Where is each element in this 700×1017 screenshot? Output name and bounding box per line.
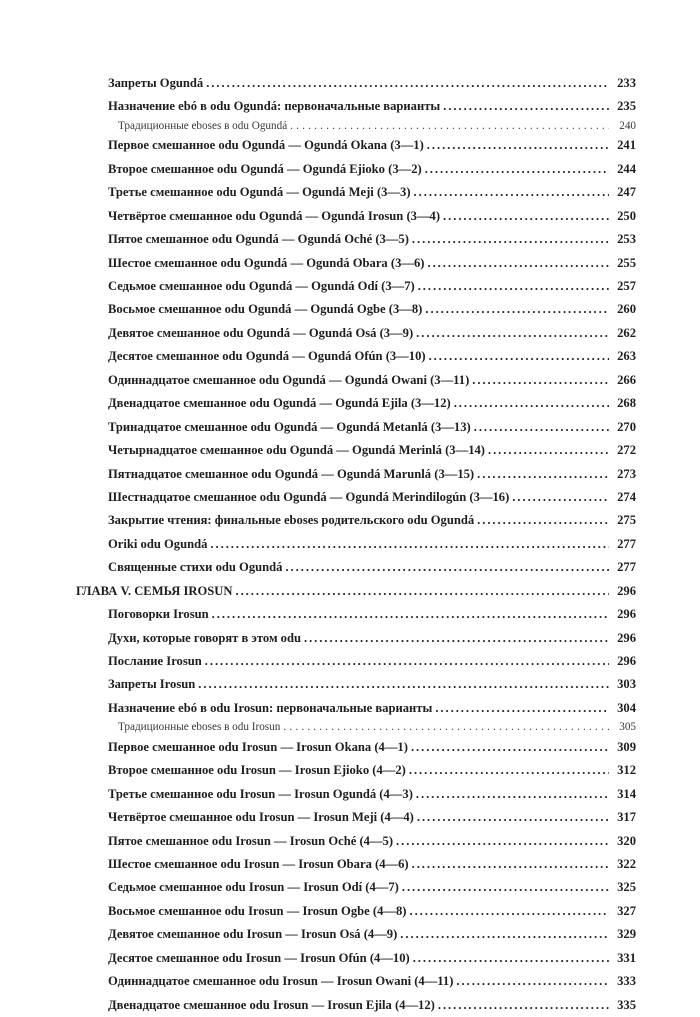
- toc-page-number: 240: [619, 119, 636, 132]
- toc-page-number: 275: [617, 513, 636, 528]
- toc-entry: [108, 970, 636, 993]
- toc-subentry: [118, 720, 636, 736]
- toc-page-number: 296: [617, 654, 636, 668]
- toc-entry-title: Четырнадцатое смешанное odu Ogundá — Ogundá Merinlá (3—14): [108, 443, 485, 458]
- toc-page-number: 327: [617, 903, 636, 918]
- toc-entry: [108, 72, 636, 95]
- toc-page-number: 268: [617, 396, 636, 411]
- toc-entry-title: Десятое смешанное odu Ogundá — Ogundá Ofún (3—10): [108, 349, 426, 364]
- toc-entry-title: Поговорки Irosun: [108, 607, 209, 622]
- toc-entry-title: Двенадцатое смешанное odu Ogundá — Ogundá Ejila (3—12): [108, 396, 451, 411]
- toc-entry: [108, 900, 636, 923]
- toc-entry-title: Назначение ebó в odu Ogundá: первоначальные варианты: [108, 99, 441, 114]
- dot-leader: [435, 697, 609, 720]
- toc-entry-title: Шестое смешанное odu Irosun — Irosun Obara (4—6): [108, 857, 409, 871]
- toc-entry-title: Двенадцатое смешанное odu Irosun — Irosun Ejila (4—12): [108, 997, 435, 1012]
- toc-entry-title: Одиннадцатое смешанное odu Ogundá — Ogundá Owani (3—11): [108, 372, 470, 387]
- toc-page-number: 325: [617, 880, 636, 895]
- toc-page-number: 272: [617, 443, 636, 458]
- dot-leader: [212, 603, 609, 626]
- toc-entry-title: Пятое смешанное odu Ogundá — Ogundá Oché (3—5): [108, 232, 409, 247]
- toc-page-number: 296: [617, 630, 636, 645]
- toc-entry-title: Третье смешанное odu Irosun — Irosun Ogundá (4—3): [108, 786, 413, 801]
- toc-entry: [108, 181, 636, 204]
- dot-leader: [400, 923, 609, 946]
- dot-leader: [443, 205, 609, 228]
- toc-entry-title: Традиционные eboses в odu Ogundá: [118, 119, 288, 132]
- dot-leader: [472, 369, 609, 392]
- toc-entry-title: Первое смешанное odu Ogundá — Ogundá Okana (3—1): [108, 138, 424, 153]
- toc-entry-title: Десятое смешанное odu Irosun — Irosun Ofún (4—10): [108, 950, 410, 965]
- toc-entry: [108, 205, 636, 228]
- dot-leader: [402, 876, 609, 899]
- dot-leader: [477, 509, 609, 532]
- toc-page-number: 274: [617, 489, 636, 504]
- toc-entry: [108, 95, 636, 118]
- toc-entry: [108, 158, 636, 181]
- toc-entry-title: Седьмое смешанное odu Irosun — Irosun Odí (4—7): [108, 880, 399, 895]
- toc-page-number: 277: [617, 560, 636, 575]
- toc-page-number: 322: [617, 857, 636, 871]
- toc-entry-title: Второе смешанное odu Irosun — Irosun Ejioko (4—2): [108, 763, 406, 778]
- dot-leader: [425, 158, 609, 181]
- dot-leader: [443, 95, 609, 118]
- toc-entry-title: Седьмое смешанное odu Ogundá — Ogundá Odí (3—7): [108, 279, 415, 293]
- toc-entry-title: Пятнадцатое смешанное odu Ogundá — Ogundá Marunlá (3—15): [108, 466, 475, 481]
- toc-entry-title: Первое смешанное odu Irosun — Irosun Okana (4—1): [108, 739, 408, 754]
- toc-entry: [108, 923, 636, 946]
- dot-leader: [418, 275, 609, 298]
- toc-entry: [108, 275, 636, 298]
- toc-chapter-entry: [76, 580, 636, 603]
- toc-entry: [108, 416, 636, 439]
- toc-entry-title: Запреты Ogundá: [108, 76, 204, 90]
- dot-leader: [206, 72, 609, 95]
- dot-leader: [235, 580, 609, 603]
- toc-page-number: 309: [617, 739, 636, 754]
- toc-page-number: 304: [617, 700, 636, 715]
- toc-entry-title: Восьмое смешанное odu Ogundá — Ogundá Ogbe (3—8): [108, 302, 423, 317]
- toc-entry-title: Тринадцатое смешанное odu Ogundá — Ogundá Metanlá (3—13): [108, 419, 471, 434]
- toc-entry: [108, 345, 636, 368]
- dot-leader: [412, 228, 609, 251]
- toc-entry: [108, 533, 636, 556]
- toc-page-number: 233: [617, 76, 636, 90]
- toc-entry: [108, 783, 636, 806]
- toc-entry: [108, 806, 636, 829]
- toc-entry: [108, 392, 636, 415]
- toc-entry-title: Послание Irosun: [108, 654, 202, 668]
- toc-entry: [108, 994, 636, 1017]
- toc-page-number: 333: [617, 974, 636, 989]
- toc-page-number: 331: [617, 950, 636, 965]
- dot-leader: [512, 486, 609, 509]
- dot-leader: [488, 439, 609, 462]
- toc-entry-title: Пятое смешанное odu Irosun — Irosun Oché (4—5): [108, 833, 394, 848]
- toc-entry-title: Назначение ebó в odu Irosun: первоначальные варианты: [108, 700, 433, 715]
- toc-page-number: 235: [617, 99, 636, 114]
- toc-entry-title: Запреты Irosun: [108, 677, 196, 692]
- toc-page-number: 296: [617, 583, 636, 598]
- toc-entry: [108, 509, 636, 532]
- toc-entry: [108, 830, 636, 853]
- toc-entry: [108, 876, 636, 899]
- dot-leader: [456, 970, 609, 993]
- toc-entry-title: Одиннадцатое смешанное odu Irosun — Irosun Owani (4—11): [108, 974, 454, 989]
- dot-leader: [427, 252, 609, 275]
- toc-subentry: [118, 119, 636, 135]
- toc-page-number: 260: [617, 302, 636, 317]
- dot-leader: [290, 119, 609, 135]
- toc-entry-title: Четвёртое смешанное odu Ogundá — Ogundá Irosun (3—4): [108, 208, 441, 223]
- toc-page-number: 320: [617, 833, 636, 848]
- toc-entry: [108, 486, 636, 509]
- dot-leader: [417, 806, 609, 829]
- dot-leader: [416, 322, 609, 345]
- dot-leader: [210, 533, 609, 556]
- toc-entry-title: Священные стихи odu Ogundá: [108, 560, 283, 575]
- toc-page-number: 335: [617, 997, 636, 1012]
- toc-page-number: 270: [617, 419, 636, 434]
- toc-entry: [108, 853, 636, 876]
- toc-page-number: 266: [617, 372, 636, 387]
- toc-entry-title: Третье смешанное odu Ogundá — Ogundá Meji (3—3): [108, 185, 411, 200]
- toc-entry: [108, 298, 636, 321]
- toc-page-number: 250: [617, 208, 636, 223]
- toc-entry: [108, 603, 636, 626]
- toc-entry-title: Девятое смешанное odu Ogundá — Ogundá Osá (3—9): [108, 325, 414, 340]
- toc-entry-title: Восьмое смешанное odu Irosun — Irosun Ogbe (4—8): [108, 903, 407, 918]
- toc-entry: [108, 463, 636, 486]
- toc-entry: [108, 252, 636, 275]
- dot-leader: [205, 650, 609, 673]
- dot-leader: [396, 830, 609, 853]
- toc-entry-title: Духи, которые говорят в этом odu: [108, 630, 301, 645]
- table-of-contents: [76, 72, 636, 1017]
- toc-entry-title: ГЛАВА V. СЕМЬЯ IROSUN: [76, 583, 233, 598]
- toc-page-number: 253: [617, 232, 636, 247]
- toc-page-number: 262: [617, 325, 636, 340]
- toc-page-number: 296: [617, 607, 636, 622]
- toc-entry: [108, 947, 636, 970]
- toc-page-number: 244: [617, 161, 636, 176]
- toc-page-number: 303: [617, 677, 636, 692]
- dot-leader: [412, 853, 609, 876]
- dot-leader: [474, 416, 609, 439]
- dot-leader: [409, 900, 609, 923]
- dot-leader: [438, 994, 609, 1017]
- toc-entry: [108, 697, 636, 720]
- dot-leader: [477, 463, 609, 486]
- dot-leader: [427, 134, 609, 157]
- toc-entry-title: Четвёртое смешанное odu Irosun — Irosun Meji (4—4): [108, 810, 414, 825]
- toc-entry-title: Второе смешанное odu Ogundá — Ogundá Ejioko (3—2): [108, 161, 422, 176]
- toc-entry: [108, 369, 636, 392]
- toc-entry-title: Девятое смешанное odu Irosun — Irosun Osá (4—9): [108, 927, 398, 942]
- toc-page-number: 273: [617, 466, 636, 481]
- dot-leader: [411, 736, 609, 759]
- toc-entry-title: Шестнадцатое смешанное odu Ogundá — Ogundá Merindilogún (3—16): [108, 489, 510, 504]
- dot-leader: [454, 392, 609, 415]
- toc-entry: [108, 650, 636, 673]
- dot-leader: [285, 556, 609, 579]
- toc-page-number: 312: [617, 763, 636, 778]
- dot-leader: [413, 947, 609, 970]
- toc-entry: [108, 439, 636, 462]
- toc-page-number: 247: [617, 185, 636, 200]
- toc-entry: [108, 673, 636, 696]
- dot-leader: [429, 345, 609, 368]
- dot-leader: [416, 783, 609, 806]
- toc-entry: [108, 627, 636, 650]
- toc-page-number: 255: [617, 255, 636, 270]
- dot-leader: [414, 181, 609, 204]
- dot-leader: [283, 720, 609, 736]
- toc-entry-title: Шестое смешанное odu Ogundá — Ogundá Obara (3—6): [108, 255, 425, 270]
- toc-entry-title: Традиционные eboses в odu Irosun: [118, 721, 281, 734]
- toc-page-number: 314: [617, 786, 636, 801]
- toc-entry: [108, 556, 636, 579]
- dot-leader: [409, 759, 609, 782]
- toc-entry: [108, 736, 636, 759]
- toc-entry: [108, 134, 636, 157]
- toc-entry-title: Oriki odu Ogundá: [108, 536, 208, 551]
- toc-entry: [108, 759, 636, 782]
- toc-entry-title: Закрытие чтения: финальные eboses родительского odu Ogundá: [108, 513, 475, 528]
- toc-entry: [108, 322, 636, 345]
- toc-page-number: 277: [617, 536, 636, 551]
- toc-page-number: 257: [617, 279, 636, 293]
- dot-leader: [425, 298, 609, 321]
- toc-page-number: 241: [617, 138, 636, 153]
- dot-leader: [198, 673, 609, 696]
- toc-page-number: 305: [619, 721, 636, 734]
- dot-leader: [304, 627, 609, 650]
- toc-entry: [108, 228, 636, 251]
- toc-page-number: 329: [617, 927, 636, 942]
- toc-page-number: 317: [617, 810, 636, 825]
- toc-page-number: 263: [617, 349, 636, 364]
